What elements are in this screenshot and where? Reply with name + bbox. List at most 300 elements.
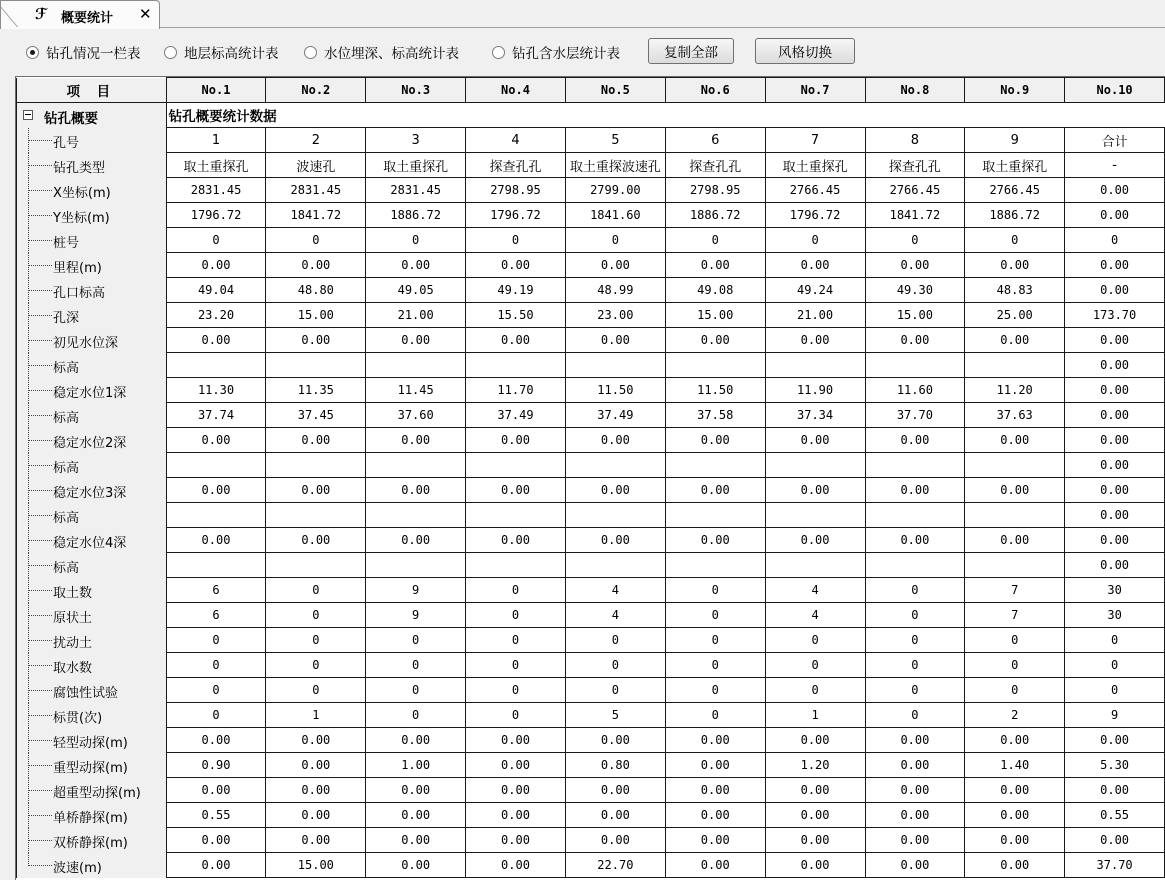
row-label-cell[interactable] bbox=[17, 153, 167, 178]
radio-aquifer[interactable] bbox=[492, 42, 620, 62]
table-cell[interactable]: 0.00 bbox=[166, 853, 266, 878]
column-header[interactable]: No.2 bbox=[266, 78, 366, 103]
row-label-cell[interactable] bbox=[17, 578, 167, 603]
table-cell[interactable] bbox=[765, 453, 865, 478]
table-cell[interactable]: 2766.45 bbox=[965, 178, 1065, 203]
table-cell[interactable]: 3 bbox=[366, 128, 466, 153]
table-cell[interactable]: 0 bbox=[665, 703, 765, 728]
table-cell[interactable] bbox=[366, 453, 466, 478]
table-cell[interactable]: 取土重探孔 bbox=[166, 153, 266, 178]
row-label-cell[interactable] bbox=[17, 828, 167, 853]
table-cell[interactable]: 0.00 bbox=[1065, 778, 1165, 803]
table-cell[interactable]: 0.00 bbox=[865, 253, 965, 278]
table-cell[interactable]: 探查孔孔 bbox=[466, 153, 566, 178]
table-cell[interactable]: 0.00 bbox=[765, 428, 865, 453]
table-cell[interactable]: 0 bbox=[665, 578, 765, 603]
table-cell[interactable]: 0 bbox=[166, 228, 266, 253]
table-cell[interactable]: 11.45 bbox=[366, 378, 466, 403]
table-cell[interactable]: 0.00 bbox=[765, 803, 865, 828]
row-label-cell[interactable] bbox=[17, 728, 167, 753]
table-cell[interactable]: 0.00 bbox=[965, 528, 1065, 553]
table-cell[interactable]: 1.20 bbox=[765, 753, 865, 778]
table-cell[interactable]: 0.00 bbox=[565, 803, 665, 828]
table-cell[interactable]: 2831.45 bbox=[166, 178, 266, 203]
table-cell[interactable] bbox=[765, 503, 865, 528]
table-cell[interactable]: 0 bbox=[366, 653, 466, 678]
table-cell[interactable]: 0.00 bbox=[665, 803, 765, 828]
table-cell[interactable]: 0.00 bbox=[266, 753, 366, 778]
table-cell[interactable]: 0 bbox=[865, 578, 965, 603]
table-cell[interactable]: 0 bbox=[266, 678, 366, 703]
table-cell[interactable]: 4 bbox=[565, 603, 665, 628]
table-cell[interactable]: 0 bbox=[366, 678, 466, 703]
table-cell[interactable]: 0.00 bbox=[366, 428, 466, 453]
table-cell[interactable]: 0 bbox=[266, 603, 366, 628]
radio-water-level[interactable] bbox=[304, 42, 459, 62]
table-cell[interactable]: 7 bbox=[765, 128, 865, 153]
table-cell[interactable]: 1 bbox=[765, 703, 865, 728]
table-cell[interactable]: 0.00 bbox=[366, 778, 466, 803]
table-cell[interactable] bbox=[166, 353, 266, 378]
row-label-cell[interactable] bbox=[17, 803, 167, 828]
table-cell[interactable]: 0.00 bbox=[765, 778, 865, 803]
table-cell[interactable] bbox=[665, 503, 765, 528]
table-cell[interactable]: 0 bbox=[466, 703, 566, 728]
table-cell[interactable]: 15.50 bbox=[466, 303, 566, 328]
table-cell[interactable]: 0 bbox=[965, 678, 1065, 703]
table-cell[interactable]: 0.00 bbox=[765, 828, 865, 853]
table-cell[interactable]: 探查孔孔 bbox=[665, 153, 765, 178]
table-cell[interactable] bbox=[965, 553, 1065, 578]
table-cell[interactable]: 49.24 bbox=[765, 278, 865, 303]
table-cell[interactable]: 2831.45 bbox=[366, 178, 466, 203]
row-label-cell[interactable] bbox=[17, 853, 167, 878]
table-cell[interactable]: 0.00 bbox=[466, 528, 566, 553]
row-label-cell[interactable] bbox=[17, 228, 167, 253]
table-cell[interactable] bbox=[565, 503, 665, 528]
row-label-cell[interactable] bbox=[17, 378, 167, 403]
table-cell[interactable]: 0.55 bbox=[166, 803, 266, 828]
table-cell[interactable]: 0.00 bbox=[665, 253, 765, 278]
table-cell[interactable]: 2 bbox=[266, 128, 366, 153]
table-cell[interactable]: 0.00 bbox=[1065, 378, 1165, 403]
table-cell[interactable]: 0 bbox=[266, 578, 366, 603]
table-cell[interactable]: 0.00 bbox=[1065, 728, 1165, 753]
table-cell[interactable]: 0.00 bbox=[965, 778, 1065, 803]
table-cell[interactable]: 0.00 bbox=[366, 828, 466, 853]
table-cell[interactable]: 11.50 bbox=[665, 378, 765, 403]
table-cell[interactable]: - bbox=[1065, 153, 1165, 178]
table-cell[interactable]: 0.00 bbox=[965, 428, 1065, 453]
table-cell[interactable]: 0 bbox=[865, 678, 965, 703]
table-cell[interactable]: 11.50 bbox=[565, 378, 665, 403]
table-cell[interactable]: 0.00 bbox=[466, 728, 566, 753]
table-cell[interactable]: 0.00 bbox=[965, 828, 1065, 853]
table-cell[interactable]: 0.00 bbox=[366, 328, 466, 353]
table-cell[interactable]: 11.30 bbox=[166, 378, 266, 403]
table-cell[interactable]: 探查孔孔 bbox=[865, 153, 965, 178]
table-cell[interactable]: 2798.95 bbox=[665, 178, 765, 203]
row-label-cell[interactable] bbox=[17, 253, 167, 278]
table-cell[interactable]: 0 bbox=[466, 628, 566, 653]
table-cell[interactable]: 11.70 bbox=[466, 378, 566, 403]
table-cell[interactable]: 37.70 bbox=[1065, 853, 1165, 878]
table-cell[interactable]: 0.00 bbox=[266, 328, 366, 353]
table-cell[interactable]: 0 bbox=[665, 653, 765, 678]
table-cell[interactable] bbox=[266, 553, 366, 578]
table-cell[interactable]: 0.00 bbox=[466, 853, 566, 878]
table-cell[interactable]: 0.00 bbox=[166, 253, 266, 278]
table-cell[interactable]: 49.04 bbox=[166, 278, 266, 303]
table-cell[interactable]: 1.40 bbox=[965, 753, 1065, 778]
table-cell[interactable]: 0 bbox=[665, 228, 765, 253]
row-label-cell[interactable] bbox=[17, 403, 167, 428]
table-cell[interactable] bbox=[965, 503, 1065, 528]
table-cell[interactable]: 0.00 bbox=[1065, 328, 1165, 353]
table-cell[interactable]: 0.00 bbox=[865, 328, 965, 353]
table-cell[interactable]: 0.00 bbox=[266, 428, 366, 453]
table-cell[interactable]: 0.00 bbox=[565, 828, 665, 853]
table-cell[interactable]: 0.00 bbox=[865, 753, 965, 778]
table-cell[interactable]: 7 bbox=[965, 578, 1065, 603]
table-cell[interactable] bbox=[665, 553, 765, 578]
table-cell[interactable]: 37.70 bbox=[865, 403, 965, 428]
table-cell[interactable]: 0 bbox=[466, 228, 566, 253]
table-cell[interactable]: 0.00 bbox=[466, 478, 566, 503]
table-cell[interactable]: 0.00 bbox=[1065, 428, 1165, 453]
table-cell[interactable]: 48.99 bbox=[565, 278, 665, 303]
table-cell[interactable]: 0.00 bbox=[865, 728, 965, 753]
table-cell[interactable]: 4 bbox=[565, 578, 665, 603]
table-cell[interactable] bbox=[765, 353, 865, 378]
table-cell[interactable]: 49.19 bbox=[466, 278, 566, 303]
row-label-cell[interactable] bbox=[17, 178, 167, 203]
table-cell[interactable]: 0.00 bbox=[765, 478, 865, 503]
close-icon[interactable]: ✕ bbox=[139, 5, 152, 23]
table-cell[interactable] bbox=[366, 553, 466, 578]
tab-overview-stats[interactable] bbox=[0, 0, 160, 29]
table-cell[interactable]: 0.00 bbox=[166, 328, 266, 353]
row-label-cell[interactable] bbox=[17, 478, 167, 503]
table-cell[interactable]: 0.00 bbox=[266, 828, 366, 853]
table-cell[interactable]: 0.00 bbox=[466, 328, 566, 353]
table-cell[interactable] bbox=[166, 503, 266, 528]
table-cell[interactable]: 0 bbox=[466, 678, 566, 703]
table-cell[interactable]: 0 bbox=[865, 703, 965, 728]
row-label-cell[interactable] bbox=[17, 778, 167, 803]
table-cell[interactable]: 30 bbox=[1065, 603, 1165, 628]
table-cell[interactable]: 0.00 bbox=[466, 753, 566, 778]
table-cell[interactable]: 2831.45 bbox=[266, 178, 366, 203]
table-cell[interactable]: 取土重探孔 bbox=[765, 153, 865, 178]
table-cell[interactable]: 0 bbox=[665, 678, 765, 703]
collapse-icon[interactable] bbox=[23, 110, 33, 120]
table-cell[interactable]: 0.00 bbox=[665, 328, 765, 353]
table-cell[interactable]: 6 bbox=[166, 603, 266, 628]
table-cell[interactable]: 0 bbox=[366, 228, 466, 253]
table-cell[interactable]: 0.00 bbox=[965, 728, 1065, 753]
table-cell[interactable]: 22.70 bbox=[565, 853, 665, 878]
row-label-cell[interactable] bbox=[17, 353, 167, 378]
table-cell[interactable]: 37.45 bbox=[266, 403, 366, 428]
table-cell[interactable]: 取土重探孔 bbox=[366, 153, 466, 178]
table-cell[interactable]: 37.60 bbox=[366, 403, 466, 428]
table-cell[interactable]: 4 bbox=[765, 578, 865, 603]
table-cell[interactable]: 25.00 bbox=[965, 303, 1065, 328]
table-cell[interactable]: 0.00 bbox=[266, 253, 366, 278]
table-cell[interactable] bbox=[166, 453, 266, 478]
column-header[interactable]: No.7 bbox=[765, 78, 865, 103]
table-cell[interactable]: 5 bbox=[565, 703, 665, 728]
table-cell[interactable]: 7 bbox=[965, 603, 1065, 628]
table-cell[interactable]: 0.00 bbox=[466, 253, 566, 278]
table-cell[interactable]: 0.00 bbox=[965, 478, 1065, 503]
table-cell[interactable]: 0 bbox=[965, 628, 1065, 653]
table-cell[interactable] bbox=[266, 353, 366, 378]
table-cell[interactable]: 4 bbox=[466, 128, 566, 153]
table-cell[interactable]: 1841.72 bbox=[865, 203, 965, 228]
table-cell[interactable]: 0.00 bbox=[565, 428, 665, 453]
table-cell[interactable]: 11.20 bbox=[965, 378, 1065, 403]
row-label-cell[interactable] bbox=[17, 328, 167, 353]
table-cell[interactable] bbox=[565, 453, 665, 478]
table-cell[interactable] bbox=[865, 453, 965, 478]
table-cell[interactable]: 0.00 bbox=[1065, 528, 1165, 553]
table-cell[interactable] bbox=[366, 353, 466, 378]
table-cell[interactable] bbox=[865, 503, 965, 528]
radio-stratum-elevation[interactable] bbox=[164, 42, 279, 62]
table-cell[interactable]: 9 bbox=[1065, 703, 1165, 728]
table-cell[interactable]: 0.00 bbox=[865, 778, 965, 803]
table-cell[interactable] bbox=[466, 353, 566, 378]
table-cell[interactable] bbox=[466, 503, 566, 528]
table-cell[interactable]: 0.00 bbox=[765, 853, 865, 878]
table-cell[interactable]: 4 bbox=[765, 603, 865, 628]
table-cell[interactable]: 37.34 bbox=[765, 403, 865, 428]
row-label-cell[interactable] bbox=[17, 303, 167, 328]
table-cell[interactable]: 0 bbox=[965, 653, 1065, 678]
table-cell[interactable]: 1796.72 bbox=[166, 203, 266, 228]
row-label-cell[interactable] bbox=[17, 603, 167, 628]
table-cell[interactable] bbox=[266, 453, 366, 478]
table-cell[interactable]: 0.00 bbox=[865, 478, 965, 503]
table-cell[interactable]: 0.00 bbox=[366, 853, 466, 878]
row-label-cell[interactable] bbox=[17, 503, 167, 528]
table-cell[interactable]: 0.00 bbox=[266, 528, 366, 553]
table-cell[interactable] bbox=[665, 353, 765, 378]
table-cell[interactable]: 取土重探波速孔 bbox=[565, 153, 665, 178]
table-cell[interactable]: 0.00 bbox=[1065, 828, 1165, 853]
table-cell[interactable]: 37.74 bbox=[166, 403, 266, 428]
table-cell[interactable]: 23.00 bbox=[565, 303, 665, 328]
table-cell[interactable]: 15.00 bbox=[865, 303, 965, 328]
table-cell[interactable]: 1 bbox=[166, 128, 266, 153]
table-cell[interactable]: 0.00 bbox=[665, 753, 765, 778]
table-cell[interactable]: 1886.72 bbox=[965, 203, 1065, 228]
table-cell[interactable]: 0 bbox=[765, 228, 865, 253]
table-cell[interactable]: 0.00 bbox=[665, 828, 765, 853]
table-cell[interactable]: 0.00 bbox=[166, 478, 266, 503]
table-cell[interactable]: 0.00 bbox=[266, 803, 366, 828]
row-label-cell[interactable] bbox=[17, 653, 167, 678]
table-cell[interactable]: 0.00 bbox=[1065, 203, 1165, 228]
table-cell[interactable]: 1841.60 bbox=[565, 203, 665, 228]
row-label-cell[interactable] bbox=[17, 203, 167, 228]
table-cell[interactable]: 0.55 bbox=[1065, 803, 1165, 828]
column-header[interactable]: No.1 bbox=[166, 78, 266, 103]
table-cell[interactable]: 0.00 bbox=[1065, 253, 1165, 278]
table-cell[interactable]: 0.00 bbox=[1065, 353, 1165, 378]
table-cell[interactable]: 30 bbox=[1065, 578, 1165, 603]
column-header[interactable]: No.4 bbox=[466, 78, 566, 103]
table-cell[interactable] bbox=[565, 553, 665, 578]
row-label-cell[interactable] bbox=[17, 553, 167, 578]
table-cell[interactable]: 0.00 bbox=[665, 728, 765, 753]
table-cell[interactable] bbox=[266, 503, 366, 528]
table-cell[interactable]: 0 bbox=[665, 628, 765, 653]
table-cell[interactable]: 2766.45 bbox=[765, 178, 865, 203]
table-cell[interactable]: 0.00 bbox=[565, 528, 665, 553]
table-cell[interactable]: 0 bbox=[1065, 653, 1165, 678]
table-cell[interactable]: 0.90 bbox=[166, 753, 266, 778]
table-cell[interactable]: 0.00 bbox=[466, 803, 566, 828]
table-cell[interactable]: 37.49 bbox=[466, 403, 566, 428]
table-cell[interactable]: 15.00 bbox=[266, 303, 366, 328]
table-cell[interactable]: 5 bbox=[565, 128, 665, 153]
style-switch-button[interactable]: 风格切换 bbox=[755, 38, 855, 64]
group-label-cell[interactable] bbox=[17, 103, 167, 128]
table-cell[interactable]: 37.49 bbox=[565, 403, 665, 428]
table-cell[interactable]: 0.00 bbox=[665, 528, 765, 553]
table-cell[interactable]: 0.00 bbox=[366, 253, 466, 278]
table-cell[interactable]: 0.00 bbox=[266, 728, 366, 753]
table-cell[interactable]: 0 bbox=[1065, 628, 1165, 653]
table-cell[interactable]: 0.00 bbox=[466, 428, 566, 453]
table-cell[interactable]: 0 bbox=[166, 703, 266, 728]
column-header[interactable]: No.5 bbox=[565, 78, 665, 103]
table-cell[interactable]: 0.00 bbox=[166, 728, 266, 753]
table-cell[interactable]: 0.00 bbox=[1065, 478, 1165, 503]
table-cell[interactable]: 48.83 bbox=[965, 278, 1065, 303]
table-cell[interactable]: 0 bbox=[466, 578, 566, 603]
table-cell[interactable]: 0 bbox=[865, 653, 965, 678]
copy-all-button[interactable]: 复制全部 bbox=[648, 38, 734, 64]
table-cell[interactable]: 21.00 bbox=[765, 303, 865, 328]
table-cell[interactable]: 9 bbox=[366, 578, 466, 603]
table-cell[interactable]: 0 bbox=[366, 703, 466, 728]
column-header[interactable]: No.10 bbox=[1065, 78, 1165, 103]
table-cell[interactable]: 0 bbox=[865, 603, 965, 628]
table-cell[interactable]: 波速孔 bbox=[266, 153, 366, 178]
column-header[interactable]: No.9 bbox=[965, 78, 1065, 103]
table-cell[interactable]: 0.00 bbox=[1065, 503, 1165, 528]
table-cell[interactable]: 11.90 bbox=[765, 378, 865, 403]
radio-borehole-summary[interactable] bbox=[26, 42, 141, 62]
table-cell[interactable]: 0.00 bbox=[965, 253, 1065, 278]
table-cell[interactable]: 0 bbox=[266, 653, 366, 678]
table-cell[interactable]: 0.00 bbox=[765, 328, 865, 353]
row-label-cell[interactable] bbox=[17, 628, 167, 653]
table-cell[interactable]: 0 bbox=[865, 628, 965, 653]
table-cell[interactable]: 0.00 bbox=[765, 528, 865, 553]
table-cell[interactable]: 0 bbox=[1065, 678, 1165, 703]
table-cell[interactable]: 0 bbox=[166, 653, 266, 678]
table-cell[interactable]: 1.00 bbox=[366, 753, 466, 778]
row-label-cell[interactable] bbox=[17, 128, 167, 153]
table-cell[interactable]: 1796.72 bbox=[765, 203, 865, 228]
table-cell[interactable]: 0.00 bbox=[366, 478, 466, 503]
table-cell[interactable]: 0.00 bbox=[366, 803, 466, 828]
table-cell[interactable]: 0 bbox=[565, 228, 665, 253]
table-cell[interactable]: 0 bbox=[565, 678, 665, 703]
table-cell[interactable]: 0.00 bbox=[665, 778, 765, 803]
table-cell[interactable]: 0 bbox=[466, 603, 566, 628]
table-cell[interactable]: 0.00 bbox=[565, 778, 665, 803]
table-cell[interactable]: 0.00 bbox=[865, 803, 965, 828]
table-cell[interactable]: 合计 bbox=[1065, 128, 1165, 153]
table-cell[interactable]: 0.00 bbox=[1065, 178, 1165, 203]
table-cell[interactable]: 2798.95 bbox=[466, 178, 566, 203]
table-cell[interactable]: 0.00 bbox=[565, 728, 665, 753]
table-cell[interactable] bbox=[865, 553, 965, 578]
table-cell[interactable]: 0.00 bbox=[166, 528, 266, 553]
table-cell[interactable]: 0.00 bbox=[665, 478, 765, 503]
table-cell[interactable]: 0 bbox=[665, 603, 765, 628]
table-cell[interactable]: 0 bbox=[565, 653, 665, 678]
table-cell[interactable]: 0 bbox=[765, 628, 865, 653]
table-cell[interactable] bbox=[466, 553, 566, 578]
table-cell[interactable]: 1 bbox=[266, 703, 366, 728]
table-cell[interactable] bbox=[466, 453, 566, 478]
table-cell[interactable]: 0.00 bbox=[266, 478, 366, 503]
table-cell[interactable]: 0.00 bbox=[266, 778, 366, 803]
table-cell[interactable]: 9 bbox=[366, 603, 466, 628]
table-cell[interactable] bbox=[565, 353, 665, 378]
table-cell[interactable] bbox=[865, 353, 965, 378]
table-cell[interactable]: 1841.72 bbox=[266, 203, 366, 228]
table-cell[interactable]: 0 bbox=[266, 628, 366, 653]
table-cell[interactable]: 0 bbox=[1065, 228, 1165, 253]
table-cell[interactable]: 37.58 bbox=[665, 403, 765, 428]
table-cell[interactable] bbox=[166, 553, 266, 578]
table-cell[interactable]: 0.00 bbox=[865, 853, 965, 878]
table-cell[interactable]: 9 bbox=[965, 128, 1065, 153]
table-cell[interactable]: 0 bbox=[166, 628, 266, 653]
table-cell[interactable]: 173.70 bbox=[1065, 303, 1165, 328]
table-cell[interactable]: 0.00 bbox=[1065, 403, 1165, 428]
table-cell[interactable]: 0.00 bbox=[865, 528, 965, 553]
row-label-cell[interactable] bbox=[17, 703, 167, 728]
table-cell[interactable]: 49.30 bbox=[865, 278, 965, 303]
table-cell[interactable]: 2 bbox=[965, 703, 1065, 728]
table-cell[interactable]: 0 bbox=[266, 228, 366, 253]
table-cell[interactable]: 0 bbox=[466, 653, 566, 678]
table-cell[interactable]: 0.00 bbox=[765, 728, 865, 753]
table-cell[interactable]: 49.08 bbox=[665, 278, 765, 303]
table-cell[interactable]: 0.00 bbox=[1065, 553, 1165, 578]
table-cell[interactable]: 0 bbox=[765, 653, 865, 678]
table-cell[interactable]: 0 bbox=[366, 628, 466, 653]
table-cell[interactable]: 0.00 bbox=[665, 853, 765, 878]
table-cell[interactable]: 0.00 bbox=[1065, 278, 1165, 303]
table-cell[interactable]: 6 bbox=[665, 128, 765, 153]
table-cell[interactable]: 21.00 bbox=[366, 303, 466, 328]
column-header[interactable]: No.3 bbox=[366, 78, 466, 103]
table-cell[interactable]: 1886.72 bbox=[366, 203, 466, 228]
table-cell[interactable]: 0.00 bbox=[166, 778, 266, 803]
table-cell[interactable]: 0 bbox=[765, 678, 865, 703]
table-cell[interactable]: 0.00 bbox=[166, 428, 266, 453]
